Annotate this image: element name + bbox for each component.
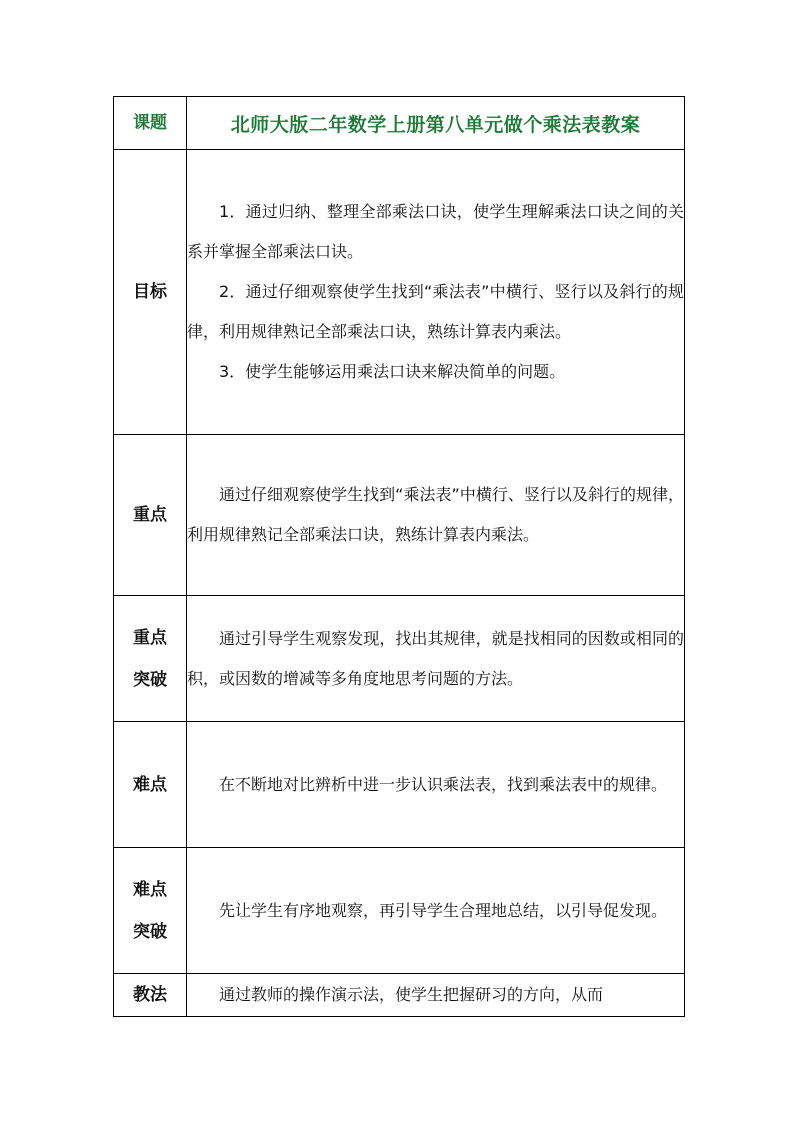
key-points-label <box>114 435 187 596</box>
difficulties-text: 在不断地对比辨析中进一步认识乘法表，找到乘法表中的规律。 <box>219 774 668 794</box>
key-points-text: 通过仔细观察使学生找到“乘法表”中横行、竖行以及斜行的规律，利用规律熟记全部乘法口诀，熟练计算表内乘法。 <box>187 485 684 544</box>
difficulty-breakthrough-text: 先让学生有序地观察，再引导学生合理地总结，以引导促发现。 <box>219 900 668 920</box>
difficulty-breakthrough-label-line-1: 难点 <box>133 879 167 900</box>
teaching-method-label-line: 教法 <box>133 985 167 1005</box>
lesson-plan-table <box>113 96 685 1017</box>
objective-3: 3．使学生能够运用乘法口诀来解决简单的问题。 <box>219 362 566 381</box>
objective-2: 2．通过仔细观察使学生找到“乘法表”中横行、竖行以及斜行的规律，利用规律熟记全部乘法口诀，熟练计算表内乘法。 <box>187 282 684 341</box>
teaching-method-content <box>187 974 685 1017</box>
difficulties-label-line: 难点 <box>133 774 167 795</box>
key-points-content <box>187 435 685 596</box>
header-label: 课题 <box>114 97 187 150</box>
row-teaching-method <box>114 974 685 1017</box>
difficulty-breakthrough-content <box>187 848 685 974</box>
key-breakthrough-label-line-1: 重点 <box>133 627 167 648</box>
objective-1: 1．通过归纳、整理全部乘法口诀，使学生理解乘法口诀之间的关系并掌握全部乘法口诀。 <box>187 202 684 261</box>
difficulties-label <box>114 722 187 848</box>
row-objectives <box>114 150 685 435</box>
objectives-label-line: 目标 <box>133 282 167 302</box>
difficulty-breakthrough-label <box>114 848 187 974</box>
objectives-label <box>114 150 187 435</box>
key-breakthrough-label <box>114 596 187 722</box>
key-points-label-line: 重点 <box>133 505 167 525</box>
teaching-method-text: 通过教师的操作演示法，使学生把握研习的方向，从而 <box>219 985 604 1004</box>
key-breakthrough-content <box>187 596 685 722</box>
teaching-method-label <box>114 974 187 1017</box>
row-key-breakthrough <box>114 596 685 722</box>
row-key-points <box>114 435 685 596</box>
difficulty-breakthrough-label-line-2: 突破 <box>133 921 167 942</box>
row-difficulties <box>114 722 685 848</box>
lesson-title: 北师大版二年数学上册第八单元做个乘法表教案 <box>187 97 685 150</box>
header-row <box>114 97 685 150</box>
key-breakthrough-text: 通过引导学生观察发现，找出其规律，就是找相同的因数或相同的积，或因数的增减等多角度地思考问题的方法。 <box>187 628 684 688</box>
objectives-content <box>187 150 685 435</box>
row-difficulty-breakthrough <box>114 848 685 974</box>
key-breakthrough-label-line-2: 突破 <box>133 669 167 690</box>
difficulties-content <box>187 722 685 848</box>
